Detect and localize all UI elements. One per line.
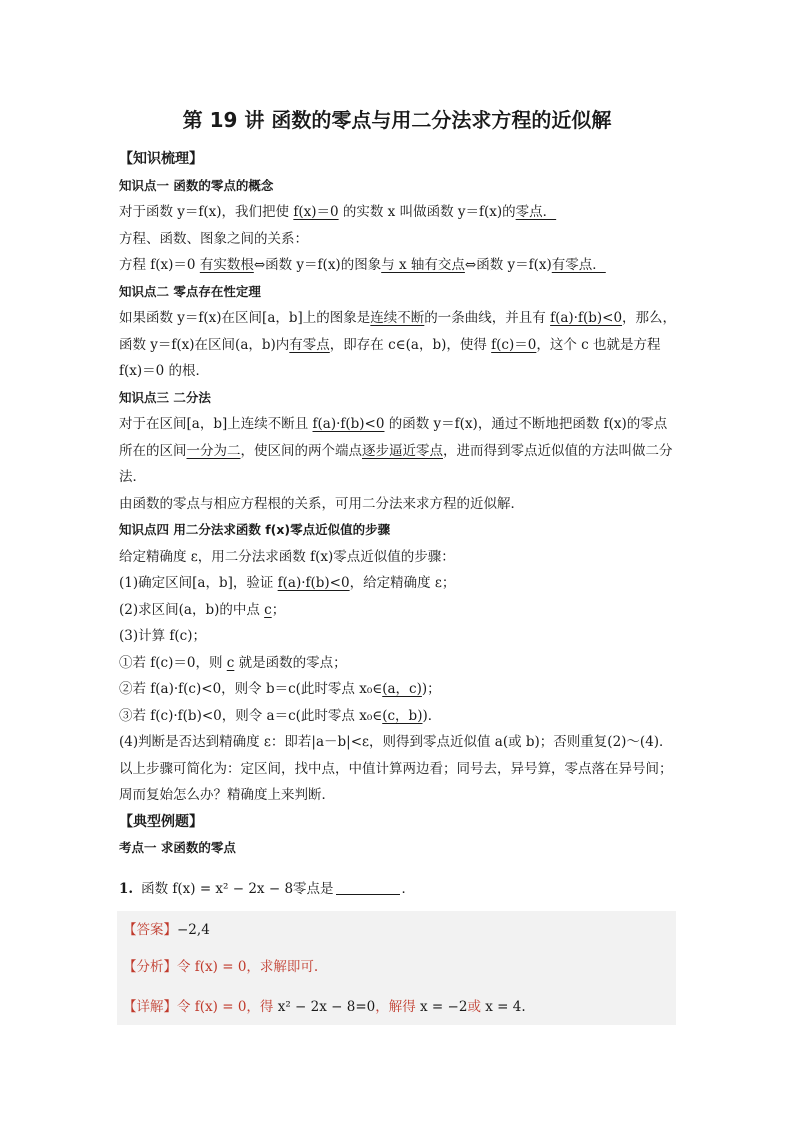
underlined-text: f(a)·f(b)<0 <box>550 310 623 326</box>
underlined-text: f(x)＝0 <box>293 204 339 220</box>
question-text: 函数 f(x) = x² − 2x − 8零点是 <box>141 880 334 897</box>
kp1-line3 <box>119 252 679 279</box>
kp4-case1 <box>119 650 679 677</box>
exam1-heading: 考点一 求函数的零点 <box>119 840 236 855</box>
underlined-text: 与 x 轴有交点 <box>381 257 465 273</box>
answer-blank <box>336 880 400 895</box>
section-heading-examples: 【典型例题】 <box>119 813 203 830</box>
content-body <box>119 146 679 902</box>
kp4-intro: 给定精确度 ε，用二分法求函数 f(x)零点近似值的步骤： <box>119 548 455 565</box>
detail-row <box>123 995 526 1015</box>
text: ，进而得到零点近似值的方法叫做二分法． <box>119 442 673 485</box>
text: 的函数 y＝f(x)，通过不断地把函数 f(x)的零点所在的区间 <box>119 416 668 459</box>
underlined-text: c <box>264 601 272 618</box>
kp4-step4: (4)判断是否达到精确度 ε：即若|a－b|<ε，则得到零点近似值 a(或 b)；否则重复(2)～(4)． <box>119 734 673 750</box>
underlined-text: (a，c) <box>382 681 422 697</box>
kp1-heading: 知识点一 函数的零点的概念 <box>119 177 274 193</box>
math-text: x = 4 <box>485 999 522 1015</box>
text: ，给定精确度 ε； <box>349 575 456 591</box>
underlined-text: (c，b) <box>382 707 423 724</box>
text: )； <box>421 681 441 697</box>
kp2-paragraph <box>119 305 679 385</box>
kp4-step2 <box>119 597 679 624</box>
kp4-step1 <box>119 570 679 597</box>
kp3-heading: 知识点三 二分法 <box>119 389 211 405</box>
underlined-text: 有实数根 <box>199 257 254 273</box>
kp4-heading: 知识点四 用二分法求函数 f(x)零点近似值的步骤 <box>119 522 391 537</box>
question-1 <box>119 876 679 903</box>
underlined-text: f(a)·f(b)<0 <box>277 575 350 591</box>
text: 的实数 x 叫做函数 y＝f(x)的 <box>338 204 516 220</box>
text: (2)求区间(a，b)的中点 <box>119 601 265 618</box>
text: 对于在区间[a，b]上连续不断且 <box>119 416 313 432</box>
text: 就是函数的零点； <box>234 654 347 671</box>
text: )． <box>422 707 442 724</box>
analysis-row <box>123 955 318 975</box>
math-text: x = −2 <box>420 999 468 1015</box>
underlined-text: 连续不断 <box>370 310 425 326</box>
text: ②若 f(a)·f(c)<0，则令 b＝c(此时零点 x₀∈ <box>119 681 383 697</box>
analysis-tag: 【分析】 <box>123 959 177 975</box>
text: ，解得 <box>375 999 421 1015</box>
answer-box <box>117 911 676 1025</box>
kp1-line1 <box>119 199 679 226</box>
question-number: 1. <box>119 880 134 897</box>
kp1-line2: 方程、函数、图象之间的关系： <box>119 230 308 247</box>
detail-tag: 【详解】 <box>123 999 177 1015</box>
text: ，这个 c 也就是方程 f(x)＝0 的根． <box>119 336 661 379</box>
text: 对于函数 y＝f(x)，我们把使 <box>119 204 294 220</box>
page-title: 第 19 讲 函数的零点与用二分法求方程的近似解 <box>182 108 612 132</box>
answer-value: −2,4 <box>177 922 210 938</box>
text: ，使区间的两个端点 <box>240 442 362 459</box>
underlined-text: 逐步逼近零点 <box>362 442 443 459</box>
text: 或 <box>467 999 486 1015</box>
underlined-text: 有零点 <box>289 336 330 353</box>
text: ，那么，函数 y＝f(x)在区间(a，b)内 <box>119 310 677 353</box>
text: 如果函数 y＝f(x)在区间[a，b]上的图象是 <box>119 310 371 326</box>
section-heading-knowledge: 【知识梳理】 <box>119 151 203 167</box>
text: ． <box>401 880 416 897</box>
kp2-heading: 知识点二 零点存在性定理 <box>119 283 261 299</box>
text: ①若 f(c)＝0，则 <box>119 654 227 671</box>
kp4-mnemonic: 以上步骤可简化为：定区间，找中点，中值计算两边看；同号去，异号算，零点落在异号间；周而复始怎么办？精确度上来判断． <box>119 760 673 803</box>
kp4-case3 <box>119 703 679 730</box>
underlined-text: 有零点． <box>551 257 606 273</box>
answer-tag: 【答案】 <box>123 922 177 938</box>
text: ⇔函数 y＝f(x)的图象 <box>253 257 382 273</box>
text: 方程 f(x)＝0 <box>119 257 200 273</box>
underlined-text: f(a)·f(b)<0 <box>312 416 385 432</box>
text: 的一条曲线，并且有 <box>424 310 551 326</box>
underlined-text: f(c)＝0 <box>491 336 537 353</box>
text: (1)确定区间[a，b]，验证 <box>119 575 278 591</box>
kp3-paragraph <box>119 411 679 491</box>
underlined-text: 一分为二 <box>186 442 241 459</box>
underlined-text: c <box>226 654 235 671</box>
analysis-value: 令 f(x) = 0，求解即可. <box>177 959 319 975</box>
kp3-paragraph2: 由函数的零点与相应方程根的关系，可用二分法来求方程的近似解． <box>119 495 524 512</box>
text: ，即存在 c∈(a，b)，使得 <box>329 336 492 353</box>
text: ⇔函数 y＝f(x) <box>464 257 552 273</box>
text: ③若 f(c)·f(b)<0，则令 a＝c(此时零点 x₀∈ <box>119 707 383 724</box>
math-text: x² − 2x − 8=0 <box>277 999 376 1015</box>
text: 令 f(x) = 0，得 <box>177 999 278 1015</box>
text: . <box>521 999 526 1015</box>
underlined-text: 零点． <box>515 204 557 220</box>
answer-row <box>123 918 210 938</box>
kp4-case2 <box>119 676 679 703</box>
kp4-step3: (3)计算 f(c)； <box>119 628 207 644</box>
text: ； <box>271 601 286 618</box>
